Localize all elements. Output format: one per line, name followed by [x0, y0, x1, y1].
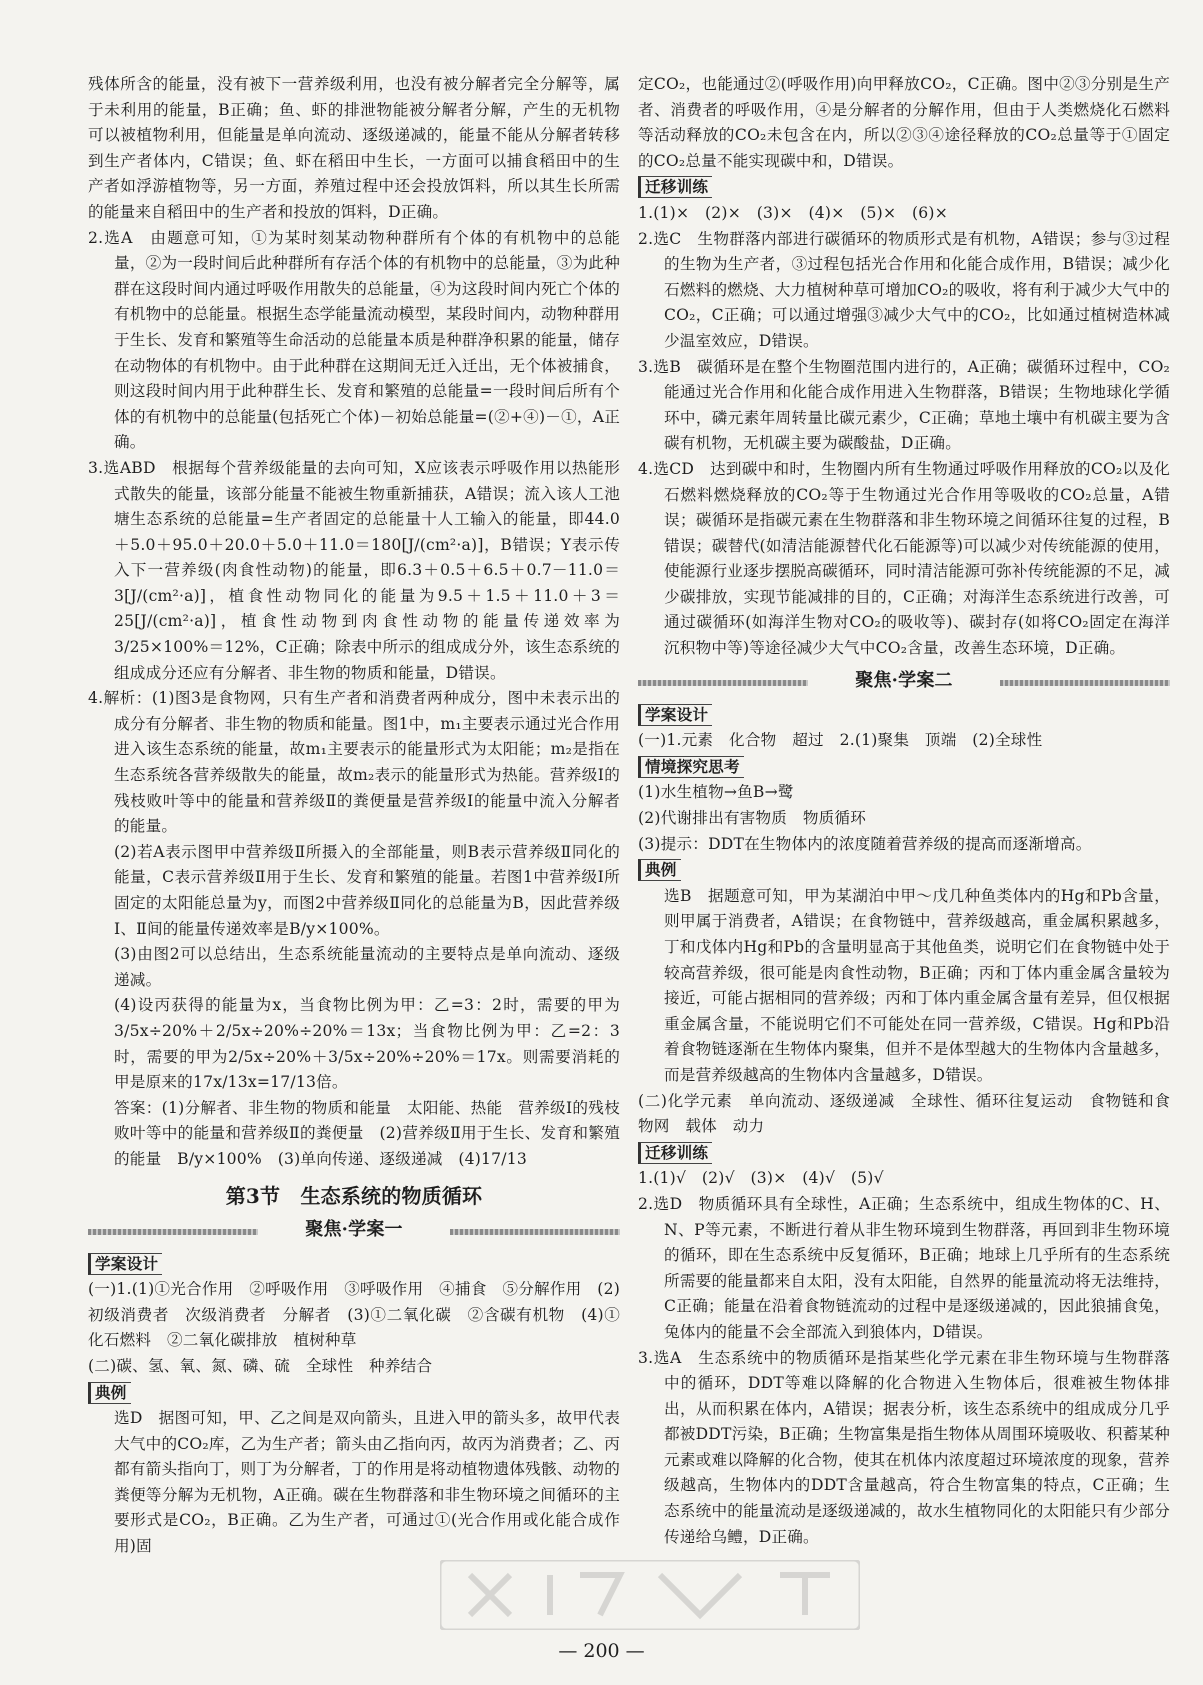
tag-transfer-training: 迁移训练 — [638, 176, 712, 198]
transfer-answer-1: 1.(1)× (2)× (3)× (4)× (5)× (6)× — [638, 203, 948, 222]
banner-bar-right — [450, 1229, 620, 1235]
scenario-answer-2: (2)代谢排出有害物质 物质循环 — [638, 809, 867, 828]
tag-design: 学案设计 — [638, 704, 712, 726]
transfer2-answer-2: 2.选D 物质循环具有全球性，A正确；生态系统中，组成生物体的C、H、N、P等元素，不断进行着从非生物环境到生物群落，再回到非生物环境的循环，即在生态系统中反复循环，B正确；地球上几乎所有的生态系统所需要的能量都来自太阳，没有太阳能，自然界的能量流动将无法维持，C正确；能量在沿着食物链流动的过程中是逐级递减的，因此狼捕食兔，兔体内的能量不会全部流入到狼体内，D错误。 — [638, 1194, 1170, 1341]
left-answer-4: 4.解析：(1)图3是食物网，只有生产者和消费者两种成分，图中未表示出的成分有分解者、非生物的物质和能量。图1中，m₁主要表示通过光合作用进入该生态系统的能量，故m₁主要表示的能量形式为太阳能；m₂是指在生态系统各营养级散失的能量，故m₂表示的能量形式为热能。营养级Ⅰ的残枝败叶等中的能量和营养级Ⅱ的粪便量是营养级Ⅰ的能量中流入分解者的能量。 — [88, 689, 620, 836]
example-answer: 选B 据题意可知，甲为某湖泊中甲～戊几种鱼类体内的Hg和Pb含量，则甲属于消费者，A错误；在食物链中，营养级越高，重金属积累越多，丁和戊体内Hg和Pb的含量明显高于其他鱼类，说明它们在食物链中处于较高营养级，很可能是肉食性动物，B正确；丙和丁体内重金属含量较为接近，可能占据相同的营养级；丙和丁体内重金属含量有差异，但仅根据重金属含量，不能说明它们不可能处在同一营养级，C错误。Hg和Pb沿着食物链逐渐在生物体内聚集，但并不是体型越大的生物体内含量越多，而是营养级越高的生物体内含量越多，D错误。 — [664, 886, 1170, 1084]
banner-bar-left — [638, 680, 808, 686]
transfer-answer-2: 2.选C 生物群落内部进行碳循环的物质形式是有机物，A错误；参与③过程的生物为生产者，③过程包括光合作用和化能合成作用，B错误；减少化石燃料的燃烧、大力植树种草可增加CO₂的吸收，将有利于减少大气中的CO₂，C正确；可以通过增强③减少大气中的CO₂，比如通过植树造林减少温室效应，D错误。 — [638, 229, 1170, 350]
right-column — [638, 72, 1170, 1550]
page-number: — 200 — — [558, 1640, 645, 1662]
left-answer-3: 3.选ABD 根据每个营养级能量的去向可知，X应该表示呼吸作用以热能形式散失的能量，该部分能量不能被生物重新捕获，A错误；流入该人工池塘生态系统的总能量=生产者固定的总能量十人工输入的能量，即44.0＋5.0＋95.0＋20.0＋5.0＋11.0＝180[J/(cm²·a)]，B错误；Y表示传入下一营养级(肉食性动物)的能量，即6.3＋0.5＋6.5＋0.7－11.0＝3[J/(cm²·a)]，植食性动物同化的能量为9.5＋1.5＋11.0＋3＝25[J/(cm²·a)]，植食性动物到肉食性动物的能量传递效率为3/25×100%＝12%，C正确；除表中所示的组成成分外，该生态系统的组成成分还应有分解者、非生物的物质和能量，D错误。 — [88, 458, 620, 682]
left-answer-4-part3: (3)由图2可以总结出，生态系统能量流动的主要特点是单向流动、逐级递减。 — [114, 945, 620, 989]
left-column — [88, 72, 620, 1560]
tag-transfer-training: 迁移训练 — [638, 1142, 712, 1164]
tag-example: 典例 — [638, 859, 681, 881]
left-answer-4-part4: (4)设丙获得的能量为x，当食物比例为甲：乙=3：2时，需要的甲为3/5x÷20%＋2/5x÷20%÷20%＝13x；当食物比例为甲：乙=2：3时，需要的甲为2/5x÷20%＋3/5x÷20%÷20%＝17x。则需要消耗的甲是原来的17x/13x=17/13倍。 — [114, 996, 620, 1092]
transfer-answer-4: 4.选CD 达到碳中和时，生物圈内所有生物通过呼吸作用释放的CO₂以及化石燃料燃烧释放的CO₂等于生物通过光合作用等吸收的CO₂总量，A错误；碳循环是指碳元素在生物群落和非生物环境之间循环往复的过程，B错误；碳替代(如清洁能源替代化石能源等)可以减少对传统能源的使用，使能源行业逐步摆脱高碳循环，同时清洁能源可弥补传统能源的不足，减少碳排放，实现节能减排的目的，C正确；对海洋生态系统进行改善，可通过碳循环(如海洋生物对CO₂的吸收等)、碳封存(如将CO₂固定在海洋沉积物中等)等途径减少大气中CO₂含量，改善生态环境，D正确。 — [638, 459, 1170, 658]
banner-learning-plan-2 — [638, 666, 1170, 696]
left-answer-4-part2: (2)若A表示图甲中营养级Ⅱ所摄入的全部能量，则B表示营养级Ⅱ同化的能量，C表示营养级Ⅱ用于生长、发育和繁殖的能量。若图1中营养级Ⅰ所固定的太阳能总量为y，而图2中营养级Ⅱ同化的总能量为B，因此营养级Ⅰ、Ⅱ间的能量传递效率是B/y×100%。 — [114, 842, 620, 938]
design-answers-2: (二)化学元素 单向流动、逐级递减 全球性、循环往复运动 食物链和食物网 载体 动力 — [638, 1091, 1170, 1136]
scenario-answer-1: (1)水生植物→鱼B→鹭 — [638, 783, 794, 802]
scenario-answer-3: (3)提示：DDT在生物体内的浓度随着营养级的提高而逐渐增高。 — [638, 834, 1092, 853]
banner-learning-plan-1 — [88, 1215, 620, 1245]
tag-example: 典例 — [88, 1382, 131, 1404]
tag-design: 学案设计 — [88, 1253, 162, 1275]
transfer2-answer-1: 1.(1)√ (2)√ (3)× (4)√ (5)√ — [638, 1169, 884, 1188]
left-paragraph-1: 残体所含的能量，没有被下一营养级利用，也没有被分解者完全分解等，属于未利用的能量，B正确；鱼、虾的排泄物能被分解者分解，产生的无机物可以被植物利用，但能量是单向流动、逐级递减的，能量不能从分解者转移到生产者体内，C错误；鱼、虾在稻田中生长，一方面可以捕食稻田中的生产者如浮游植物等，另一方面，养殖过程中还会投放饵料，所以其生长所需的能量来自稻田中的生产者和投放的饵料，D正确。 — [88, 75, 620, 221]
left-answer-4-final: 答案：(1)分解者、非生物的物质和能量 太阳能、热能 营养级Ⅰ的残枝败叶等中的能量和营养级Ⅱ的粪便量 (2)营养级Ⅱ用于生长、发育和繁殖的能量 B/y×100% (3)单向传递、逐级递减 (4)17/13 — [114, 1098, 620, 1168]
right-paragraph-1: 定CO₂，也能通过②(呼吸作用)向甲释放CO₂，C正确。图中②③分别是生产者、消费者的呼吸作用，④是分解者的分解作用，但由于人类燃烧化石燃料等活动释放的CO₂未包含在内，所以②③④途径释放的CO₂总量等于①固定的CO₂总量不能实现碳中和，D错误。 — [638, 75, 1170, 170]
banner-bar-right — [1000, 680, 1170, 686]
banner-label: 聚焦·学案二 — [845, 670, 962, 691]
design-answers-2: (二)碳、氢、氧、氮、磷、硫 全球性 种养结合 — [88, 1356, 433, 1375]
design-answers-1: (一)1.(1)①光合作用 ②呼吸作用 ③呼吸作用 ④捕食 ⑤分解作用 (2)初级消费者 次级消费者 分解者 (3)①二氧化碳 ②含碳有机物 (4)①化石燃料 ②二氧化碳排放 植树种草 — [88, 1280, 620, 1350]
design-answers-1: (一)1.元素 化合物 超过 2.(1)聚集 顶端 (2)全球性 — [638, 731, 1043, 750]
left-answer-2: 2.选A 由题意可知，①为某时刻某动物种群所有个体的有机物中的总能量，②为一段时间后此种群所有存活个体的有机物中的总能量，③为此种群在这段时间内通过呼吸作用散失的总能量，④为这段时间内死亡个体的有机物中的总能量。根据生态学能量流动模型，某段时间内，动物种群用于生长、发育和繁殖等生命活动的总能量本质是种群净积累的能量，储存在动物体的有机物中。由于此种群在这期间无迁入迁出，无个体被捕食，则这段时间内用于此种群生长、发育和繁殖的总能量=一段时间后所有个体的有机物中的总能量(包括死亡个体)－初始总能量=(②+④)－①，A正确。 — [88, 228, 620, 452]
example-answer: 选D 据图可知，甲、乙之间是双向箭头，且进入甲的箭头多，故甲代表大气中的CO₂库，乙为生产者；箭头由乙指向丙，故丙为消费者；乙、丙都有箭头指向丁，则丁为分解者，丁的作用是将动植物遗体残骸、动物的粪便等分解为无机物，A正确。碳在生物群落和非生物环境之间循环的主要形式是CO₂，B正确。乙为生产者，可通过①(光合作用或化能合成作用)固 — [114, 1409, 620, 1556]
watermark-icon — [440, 1560, 860, 1630]
banner-bar-left — [88, 1229, 258, 1235]
banner-label: 聚焦·学案一 — [295, 1219, 412, 1240]
tag-scenario: 情境探究思考 — [638, 756, 744, 778]
transfer-answer-3: 3.选B 碳循环是在整个生物圈范围内进行的，A正确；碳循环过程中，CO₂能通过光合作用和化能合成作用进入生物群落，B错误；生物地球化学循环中，磷元素年周转量比碳元素少，C正确；草地土壤中有机碳主要为含碳有机物，无机碳主要为碳酸盐，D正确。 — [638, 357, 1170, 453]
section-title: 第3节 生态系统的物质循环 — [225, 1183, 483, 1208]
transfer2-answer-3: 3.选A 生态系统中的物质循环是指某些化学元素在非生物环境与生物群落中的循环，DDT等难以降解的化合物进入生物体后，很难被生物体排出，从而积累在体内，A错误；据表分析，该生态系统中的组成成分几乎都被DDT污染，B正确；生物富集是指生物体从周围环境吸收、积蓄某种元素或难以降解的化合物，使其在机体内浓度超过环境浓度的现象，营养级越高，生物体内的DDT含量越高，符合生物富集的特点，C正确；生态系统中的能量流动是逐级递减的，故水生植物同化的太阳能只有少部分传递给乌鳢，D正确。 — [638, 1348, 1170, 1546]
